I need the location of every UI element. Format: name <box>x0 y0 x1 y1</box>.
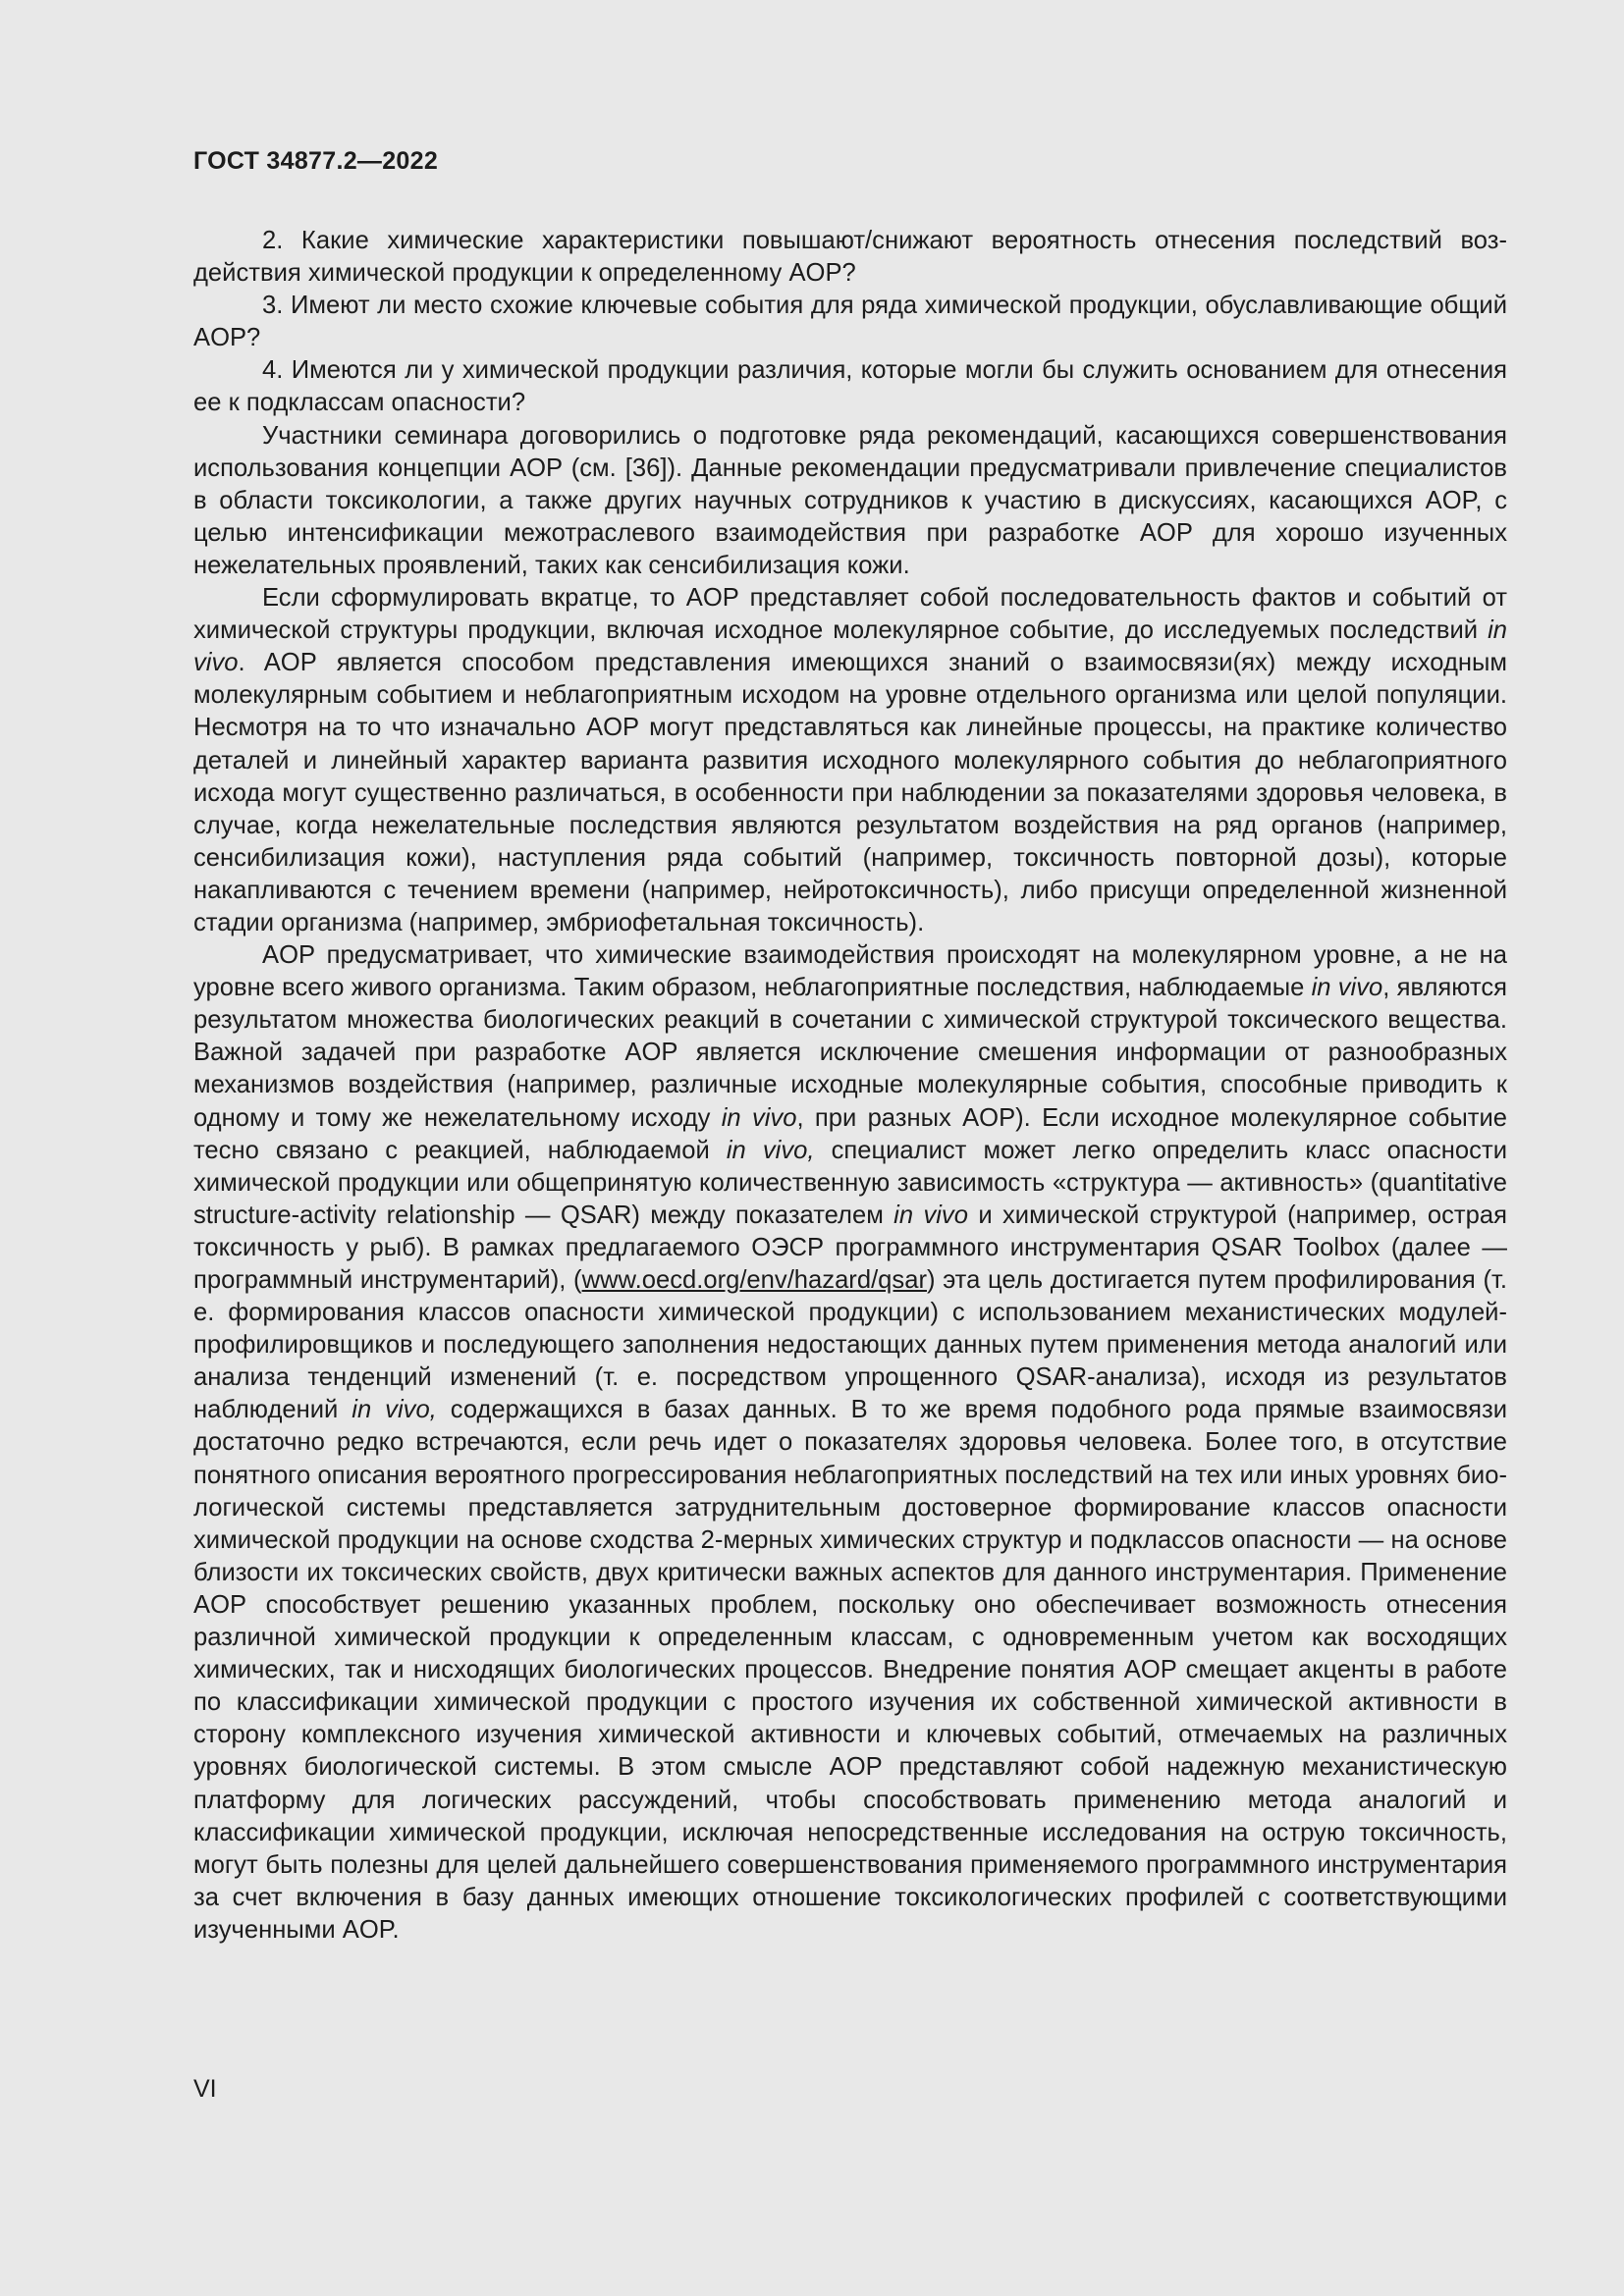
italic-term: in vivo <box>721 1103 797 1132</box>
text-run: , являются результатом множества биологических реакций в сочетании с химической структурой токсического вещества. Важной задачей при разработке AOP является исключение смешения информации от разнообразных механизмов воздействия (например, различные исходные молекулярные события, способные приводить к одному и тому же нежелательному исходу <box>193 974 1508 1132</box>
text-run: и химической структурой (например, острая токсичность у рыб). В рамках предлагаемого ОЭСР программного инструментария QSAR Toolbox (далее — программный инструментарий), ( <box>193 1201 1507 1294</box>
text-run: содержащихся в базах данных. В то же время подобного рода прямые взаимосвязи достаточно редко встречаются, если речь идет о показателях здоровья человека. Более того, в отсутствие понятного описания вероятного прогрессирования неблагоприятных последствий на тех или иных уровнях биологической системы представляется затруднительным достоверное формирование классов опасности химической продукции на основе сходства 2-мерных химических структур и подклассов опасности — на основе близости их токсических свойств, двух критически важных аспектов для данного инструментария. Применение AOP способствует решению указанных проблем, поскольку оно обеспечивает возможность отнесения различной химической продукции к определенным классам, с одновременным учетом как восходящих химических, так и нисходящих биологических процессов. Внедрение понятия AOP смещает акценты в работе по классификации химической продукции с простого изучения их собственной химической активности в сторону комплексного изучения химической активности и ключевых событий, отмечаемых на различных уровнях биологической системы. В этом смысле AOP представляют собой надежную механистическую платформу для логических рассуждений, чтобы способствовать применению метода аналогий и классификации химической продукции, исключая непосредственные исследования на острую токсичность, могут быть полезны для целей дальнейшего совершенствования применяемого программного инструментария за счет включения в базу данных имеющих отношение токсикологических профилей с соответствующими изученными AOP. <box>193 1396 1508 1944</box>
paragraph <box>193 225 1507 290</box>
italic-term: in vivo <box>893 1201 968 1229</box>
text-run: ) эта цель достигается путем профилирования (т. е. формирования классов опасности химической продукции) с использованием механистических модулей-профилировщиков и последующего заполнения недостающих данных путем применения метода аналогий или анализа тенденций изменений (т. е. посредством упрощенного QSAR-анализа), исходя из результатов наблюдений <box>193 1266 1507 1424</box>
paragraph <box>193 354 1507 419</box>
text-run: . AOP является способом представления имеющихся знаний о взаимосвязи(ях) между исходным молекулярным событием и неблагоприятным исходом на уровне отдельного организма или целой популяции. Несмотря на то что изначально AOP могут представляться как линейные процессы, на практике количество деталей и линейный характер варианта развития исходного молекулярного события до неблагоприятного исхода могут существенно различаться, в особенности при наблюдении за показателями здоровья человека, в случае, когда нежелательные последствия являются результатом воздействия на ряд органов (например, сенсибилизация кожи), наступления ряда событий (например, токсичность повторной дозы), которые накапливаются с течением времени (например, нейротоксичность), либо присущи определенной жизненной стадии организма (например, эмбриофетальная токсичность). <box>193 649 1507 936</box>
paragraph <box>193 290 1507 354</box>
text-run: AOP предусматривает, что химические взаимодействия происходят на молекулярном уровне, а не на уровне всего живого организма. Таким образом, неблагоприятные последствия, наблюдаемые <box>193 941 1507 1002</box>
paragraph <box>193 420 1507 582</box>
italic-term: in vivo, <box>352 1396 437 1424</box>
italic-term: in vivo <box>193 616 1507 677</box>
page-number: VI <box>193 2075 217 2103</box>
paragraph <box>193 582 1507 939</box>
document-code-header: ГОСТ 34877.2—2022 <box>193 147 439 175</box>
reference-link[interactable]: www.oecd.org/env/hazard/qsar <box>581 1266 927 1294</box>
text-run: , при разных AOP). Если исходное молекулярное событие тесно связано с реакцией, наблюдаемой <box>193 1103 1507 1164</box>
italic-term: in vivo, <box>726 1136 815 1164</box>
body-text <box>193 225 1507 1947</box>
text-run: 2. Какие химические характеристики повышают/снижают вероятность отнесения последствий воздействия химической продукции к определенному AOP? <box>193 227 1507 288</box>
paragraph <box>193 939 1507 1947</box>
text-run: 3. Имеют ли место схожие ключевые события для ряда химической продукции, обуславливающие общий AOP? <box>193 292 1507 352</box>
text-run: 4. Имеются ли у химической продукции различия, которые могли бы служить основанием для отнесения ее к подклассам опасности? <box>193 356 1507 417</box>
text-run: Если сформулировать вкратце, то AOP представляет собой последовательность фактов и событий от химической структуры продукции, включая исходное молекулярное событие, до исследуемых последствий <box>193 584 1507 645</box>
italic-term: in vivo <box>1311 974 1383 1002</box>
text-run: Участники семинара договорились о подготовке ряда рекомендаций, касающихся совершенствования использования концепции AOP (см. [36]). Данные рекомендации предусматривали привлечение специалистов в области токсикологии, а также других научных сотрудников к участию в дискуссиях, касающихся AOP, с целью интенсификации межотраслевого взаимодействия при разработке AOP для хорошо изученных нежелательных проявлений, таких как сенсибилизация кожи. <box>193 421 1507 579</box>
text-run: специалист может легко определить класс опасности химической продукции или общепринятую количественную зависимость «структура — активность» (quantitative structure-activity relationship — QSAR) между показателем <box>193 1136 1507 1229</box>
